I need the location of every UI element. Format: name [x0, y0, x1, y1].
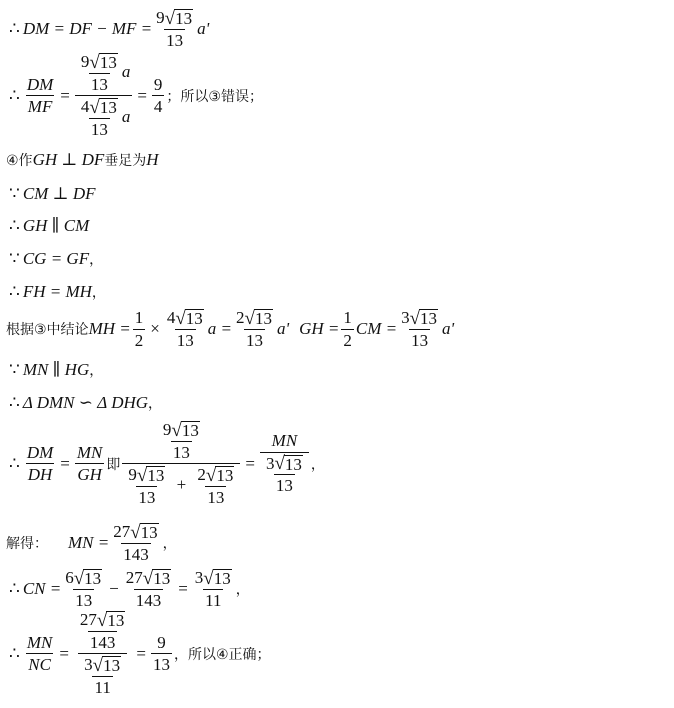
therefore-symbol: ∴: [9, 19, 20, 39]
therefore-symbol: ∴: [9, 453, 20, 473]
fraction: 9 √ 13 13: [156, 7, 193, 50]
expression: CG = GF: [22, 249, 90, 268]
text: 解得：: [6, 536, 48, 553]
equals-sign: =: [137, 85, 147, 105]
variable: H: [146, 150, 159, 169]
expression: FH = MH: [22, 282, 92, 301]
therefore-symbol: ∴: [9, 282, 20, 301]
variable: a': [197, 19, 210, 39]
because-symbol: ∵: [9, 184, 20, 203]
punctuation: ，: [148, 396, 163, 412]
line-dm-mf-ratio: [6, 52, 263, 139]
expression: MN ∥ HG: [22, 360, 90, 379]
line-construct-gh: [6, 150, 159, 170]
fraction-dm-mf: $\frac{DM}{MF}$: [26, 74, 54, 117]
line-ratio-equation: ∴ $\frac{DM}{DH}$ = $\frac{MN}{GH}$ 即 9 √ 13 13 9 √ 13 13 + 2 √ 13 13 = MN 3 √ 13 13 ，: [9, 419, 325, 507]
conclusion-text: ，所以④正确；: [173, 646, 271, 663]
conclusion-text: ；所以③错误；: [166, 88, 263, 105]
because-symbol: ∵: [9, 360, 20, 379]
punctuation: ，: [89, 252, 104, 268]
expression: DM = DF − MF =: [22, 19, 153, 39]
compound-fraction: 27 √ 13 143 3 √ 13 11: [74, 610, 131, 697]
line-mh-gh-values: 根据③中结论 MH = $\frac{1}{2}$ × 4 √ 13 13 a = 2 √ 13 13 a' GH = $\frac{1}{2}$ CM = 3 √ 13 13 a': [6, 307, 455, 350]
line-cn-value: ∴ CN = 6 √ 13 13 − 27 √ 13 143 = 3 √ 13 11 ，: [9, 567, 250, 610]
line-dm-eq: [6, 8, 209, 50]
because-symbol: ∵: [9, 249, 20, 268]
expression: CM ⊥ DF: [22, 184, 96, 203]
text: 根据③中结论: [6, 322, 89, 339]
expression: GH ∥ CM: [22, 216, 90, 235]
text: 垂足为: [104, 153, 147, 169]
compound-fraction: 9 √ 13 13 a 4 √ 13 13 a: [75, 52, 132, 139]
punctuation: ，: [91, 285, 106, 301]
therefore-symbol: ∴: [9, 643, 20, 663]
line-similar-triangles: [6, 393, 162, 413]
fraction-result: $\frac{9}{4}$: [153, 74, 163, 117]
line-mn-nc-ratio: ∴ $\frac{MN}{NC}$ = 27 √ 13 143 3 √ 13 11 = $\frac{9}{13}$ ，所以④正确；: [9, 609, 271, 697]
line-cg-gf: [6, 249, 103, 269]
expression: MH =: [88, 319, 131, 339]
punctuation: ，: [89, 363, 104, 379]
therefore-symbol: ∴: [9, 85, 20, 105]
compound-fraction: 9 √ 13 13 9 √ 13 13 + 2 √ 13 13: [122, 420, 240, 507]
line-gh-parallel: [6, 216, 89, 236]
text: ④作: [6, 153, 33, 169]
expression: GH ⊥ DF: [32, 150, 105, 169]
line-fh-mh: [6, 282, 106, 302]
expression: Δ DMN ∽ Δ DHG: [22, 393, 149, 412]
therefore-symbol: ∴: [9, 216, 20, 235]
line-solve-mn: 解得： MN = 27 √ 13 143 ，: [6, 521, 177, 564]
equals-sign: =: [60, 85, 70, 105]
therefore-symbol: ∴: [9, 393, 20, 412]
line-mn-parallel: [6, 360, 103, 380]
therefore-symbol: ∴: [9, 579, 20, 599]
line-because-cm: [6, 184, 95, 204]
